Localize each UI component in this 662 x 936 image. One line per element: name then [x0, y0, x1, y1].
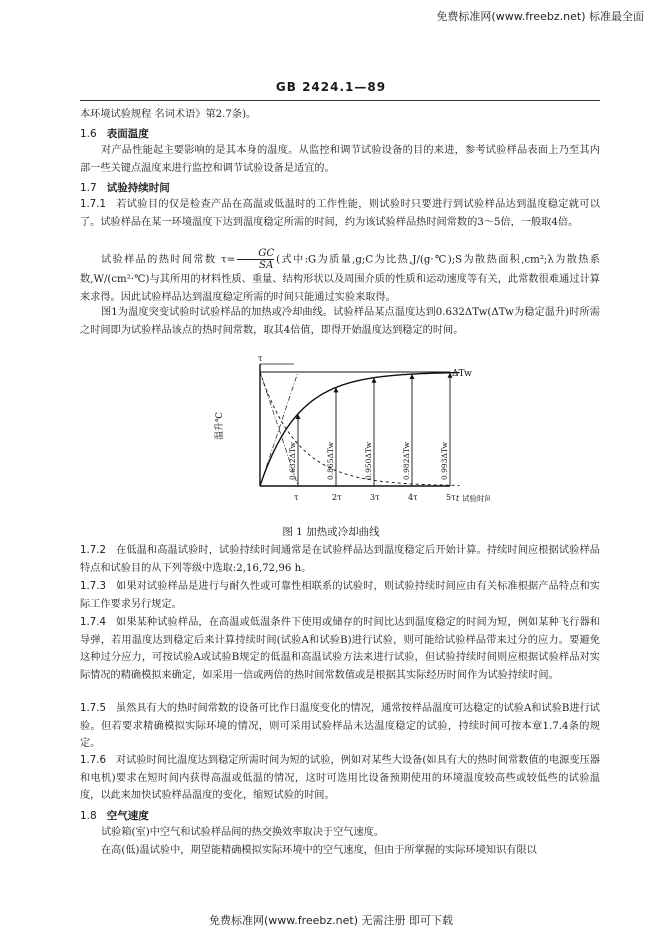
- clause-text: 在低温和高温试验时，试验持续时间通常是在试验样品达到温度稳定后开始计算。持续时间应根据试验样品特点和试验目的从下列等级中选取:2,16,72,96 h。: [80, 545, 600, 574]
- time-constant-fraction: [237, 248, 274, 271]
- x-tick-label-4: 4τ: [408, 493, 418, 502]
- section-title: 试验持续时间: [106, 182, 170, 194]
- tau-marks: [288, 373, 456, 502]
- section-title: 空气速度: [106, 810, 149, 822]
- value-label-4: 0.982ΔTw: [402, 441, 411, 480]
- header-rule: [80, 100, 600, 101]
- paragraph-1-7-1: [80, 196, 600, 231]
- formula-suffix: (式中:G为质量,g;C为比热,J/(g·℃);S为散热面积,cm²;λ为散热系数,W/(cm²·℃)与其所用的材料性质、重量、结构形状以及周围介质的性质和运动速度等有关，此常数很难通过计算来求得。因此试验样品达到温度稳定所需的时间只能通过实验来取得。: [80, 254, 600, 303]
- value-label-3: 0.950ΔTw: [364, 441, 373, 480]
- section-1-6-heading: [80, 126, 149, 141]
- paragraph-1-7-3: [80, 578, 600, 613]
- delta-tw-label: ΔTw: [452, 369, 472, 379]
- heating-cooling-chart: [200, 352, 490, 512]
- value-label-2: 0.865ΔTw: [326, 441, 335, 480]
- fraction-denominator: SA: [237, 259, 274, 271]
- paragraph-1-7-5: [80, 700, 600, 753]
- formula-prefix: 试验样品的热时间常数 τ=: [101, 254, 236, 266]
- x-tick-label-3: 3τ: [370, 493, 380, 502]
- figure-caption: 图 1 加热或冷却曲线: [282, 526, 380, 538]
- clause-number: 1.7.3: [80, 581, 106, 592]
- t-axis-label: t: [456, 494, 460, 503]
- clause-text: 如果对试验样品是进行与耐久性或可靠性相联系的试验时，则试验持续时间应由有关标准根据产品特点和实际工作要求另行规定。: [80, 581, 600, 610]
- site-banner-bottom: 免费标准网(www.freebz.net) 无需注册 即可下载: [208, 914, 454, 927]
- paragraph-1-7-2: [80, 542, 600, 577]
- time-constant-paragraph: [80, 248, 600, 306]
- section-1-8-paragraph-1: 试验箱(室)中空气和试验样品间的热交换效率取决于空气速度。: [101, 827, 385, 838]
- tau-top-label: τ: [258, 354, 263, 363]
- section-title: 表面温度: [106, 128, 149, 140]
- x-tick-label-2: 2τ: [332, 493, 342, 502]
- section-number: 1.7: [80, 182, 97, 194]
- clause-number: 1.7.4: [80, 617, 106, 628]
- clause-number: 1.7.2: [80, 545, 106, 556]
- clause-text: 如果某种试验样品，在高温或低温条件下使用或储存的时间比达到温度稳定的时间为短，例如某种飞行器和导弹，若用温度达到稳定后来计算持续时间(试验A和试验B)进行试验，则可能给试验样品带来过分的应力。要避免这种过分应力，可按试验A或试验B规定的低温和高温试验方法来进行试验，但试验持续时间则应根据试验样品对实际情况的精确模拟来确定，如采用一倍或两倍的热时间常数值或是根据其实际经历时间作为试验持续时间。: [80, 617, 600, 681]
- clause-number: 1.7.6: [80, 755, 106, 766]
- x-tick-label-1: τ: [294, 493, 299, 502]
- section-1-7-heading: [80, 180, 170, 195]
- section-number: 1.6: [80, 128, 97, 140]
- clause-text: 对试验时间比温度达到稳定所需时间为短的试验，例如对某些大设备(如具有大的热时间常数值的电源变压器和电机)要求在短时间内获得高温或低温的情况，这时可选用比设备预期使用的环境温度较高些或较低些的试验温度，以此来加快试验样品温度的变化，缩短试验的时间。: [80, 755, 600, 801]
- section-1-8-heading: [80, 808, 149, 823]
- paragraph-1-7-6: [80, 752, 600, 805]
- value-label-5: 0.993ΔTw: [440, 441, 449, 480]
- clause-text: 虽然具有大的热时间常数的设备可比作日温度变化的情况，通常按样品温度可达稳定的试验A和试验B进行试验。但若要求精确模拟实际环境的情况，则可采用试验样品未达温度稳定的试验，持续时间可按本章1.7.4条的规定。: [80, 703, 600, 749]
- x-tick-label-5: 5τ: [446, 493, 456, 502]
- intro-line: 本环境试验规程 名词术语》第2.7条)。: [80, 109, 257, 120]
- x-axis-label: 试验时间: [462, 494, 490, 503]
- clause-number: 1.7.1: [80, 199, 106, 210]
- standard-header: GB 2424.1—89: [275, 80, 387, 94]
- clause-number: 1.7.5: [80, 703, 106, 714]
- section-1-8-paragraph-2: 在高(低)温试验中，期望能精确模拟实际环境中的空气速度，但由于所掌握的实际环境知识有限以: [101, 845, 537, 856]
- heating-cooling-figure: [200, 352, 490, 516]
- section-1-6-text: 对产品性能起主要影响的是其本身的温度。从监控和调节试验设备的目的来进，参考试验样品表面上乃至其内部一些关键点温度来进行监控和调节试验设备是适宜的。: [80, 145, 600, 174]
- clause-text: 若试验目的仅是检查产品在高温或低温时的工作性能，则试验时只要进行到试验样品达到温度稳定就可以了。试验样品在某一环境温度下达到温度稳定所需的时间，约为该试验样品热时间常数的3～5倍，一般取4倍。: [80, 199, 600, 228]
- figure-description-paragraph: 图1为温度突变试验时试验样品的加热或冷却曲线。试验样品某点温度达到0.632ΔTw(ΔTw为稳定温升)时所需之时间即为试验样品该点的热时间常数，取其4倍值，即得开始温度达到稳定的时间。: [80, 307, 600, 336]
- fraction-numerator: GC: [258, 248, 275, 259]
- site-banner-top: 免费标准网(www.freebz.net) 标准最全面: [436, 10, 644, 23]
- paragraph-1-7-4: [80, 614, 600, 684]
- value-label-1: 0.632ΔTw: [288, 441, 297, 480]
- section-number: 1.8: [80, 810, 97, 822]
- y-axis-label: 温升℃: [215, 411, 225, 440]
